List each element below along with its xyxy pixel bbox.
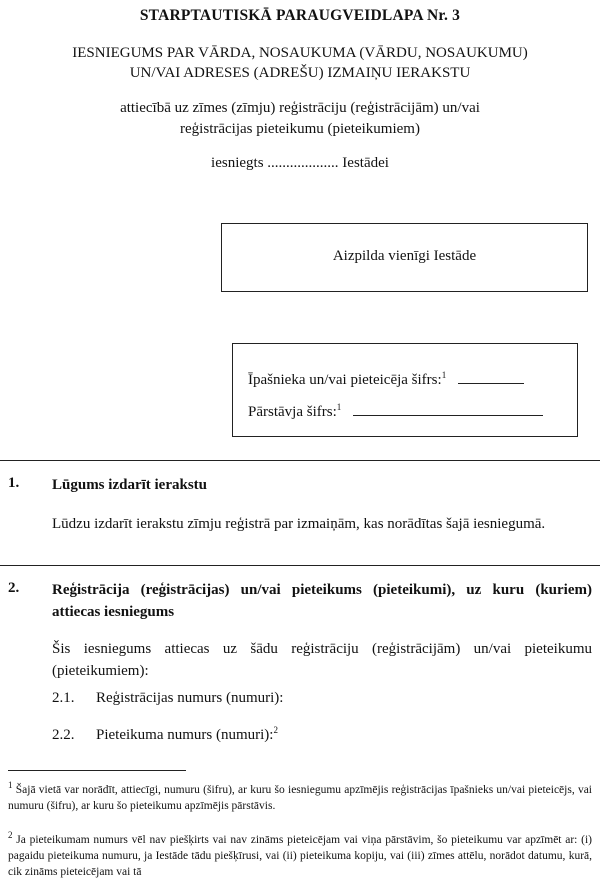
section1-text: Lūdzu izdarīt ierakstu zīmju reģistrā par izmaiņām, kas norādītas šajā iesniegumā. [52,516,546,532]
section1-number: 1. [8,475,20,491]
rep-code-label: Pārstāvja šifrs: [248,404,337,420]
submitted-prefix: iesniegts [211,155,268,171]
footnote-1 [8,782,592,814]
item-2-1-label: Reģistrācijas numurs (numuri): [96,690,284,706]
owner-code-field[interactable] [458,369,524,384]
rep-code-field[interactable] [353,401,543,416]
item-2-1-number: 2.1. [52,690,75,706]
rep-code-row [248,401,543,421]
footnote-2-text: Ja pieteikumam numurs vēl nav piešķirts vai nav zināms pieteicējam vai viņa pārstāvim, šo pieteikumu var apzīmēt ar: (i) pagaidu pieteikuma numuru, ja Iestāde tādu piešķīrusi, vai (ii) pieteikuma kopiju, vai (iii) zīmes attēlu, norādot datumu, kurā, cik zināms pieteicējam vai tā [8,834,592,878]
footnote-1-mark: 1 [8,780,13,791]
section-divider [0,565,600,566]
office-only-box [221,223,588,292]
form-subtitle-line2: UN/VAI ADRESES (ADREŠU) IZMAIŅU IERAKSTU [129,65,471,81]
rep-code-footnote-ref: 1 [336,402,342,412]
section-divider [0,460,600,461]
form-title: STARPTAUTISKĀ PARAUGVEIDLAPA Nr. 3 [139,7,461,24]
submitted-to-line [0,153,600,174]
owner-code-row [248,369,524,389]
footnote-2 [8,832,592,880]
section2-number: 2. [8,580,20,596]
office-only-label: Aizpilda vienīgi Iestāde [332,248,477,264]
item-2-2-row [96,727,278,744]
submitted-suffix: Iestādei [338,155,389,171]
codes-box [232,343,578,437]
submitted-office-blank: ................... [267,155,339,171]
form-subtitle-line1: IESNIEGUMS PAR VĀRDA, NOSAUKUMA (VĀRDU, NOSAUKUMU) [72,45,528,61]
owner-code-footnote-ref: 1 [441,370,447,380]
item-2-2-number: 2.2. [52,727,75,743]
item-2-2-label: Pieteikuma numurs (numuri): [96,727,274,743]
footnote-separator [8,770,186,771]
section2-title: Reģistrācija (reģistrācijas) un/vai pieteikums (pieteikumi), uz kuru (kuriem) attiecas iesniegums [52,582,592,620]
relation-line2: reģistrācijas pieteikumu (pieteikumiem) [180,121,420,137]
footnote-1-text: Šajā vietā var norādīt, attiecīgi, numuru (šifru), ar kuru šo iesniegumu apzīmējis reģistrācijas īpašnieks un/vai pieteicējs, vai numuru (šifru), ar kuru šo pieteikumu apzīmējis pārstāvis. [8,784,593,812]
owner-code-label: Īpašnieka un/vai pieteicēja šifrs: [248,372,442,388]
item-2-2-footnote-ref: 2 [273,725,278,735]
relation-line1: attiecībā uz zīmes (zīmju) reģistrāciju (reģistrācijām) un/vai [120,100,480,116]
section1-title: Lūgums izdarīt ierakstu [52,477,208,493]
footnote-2-mark: 2 [8,830,13,841]
section2-text: Šis iesniegums attiecas uz šādu reģistrāciju (reģistrācijām) un/vai pieteikumu (pieteikumiem): [52,641,592,679]
